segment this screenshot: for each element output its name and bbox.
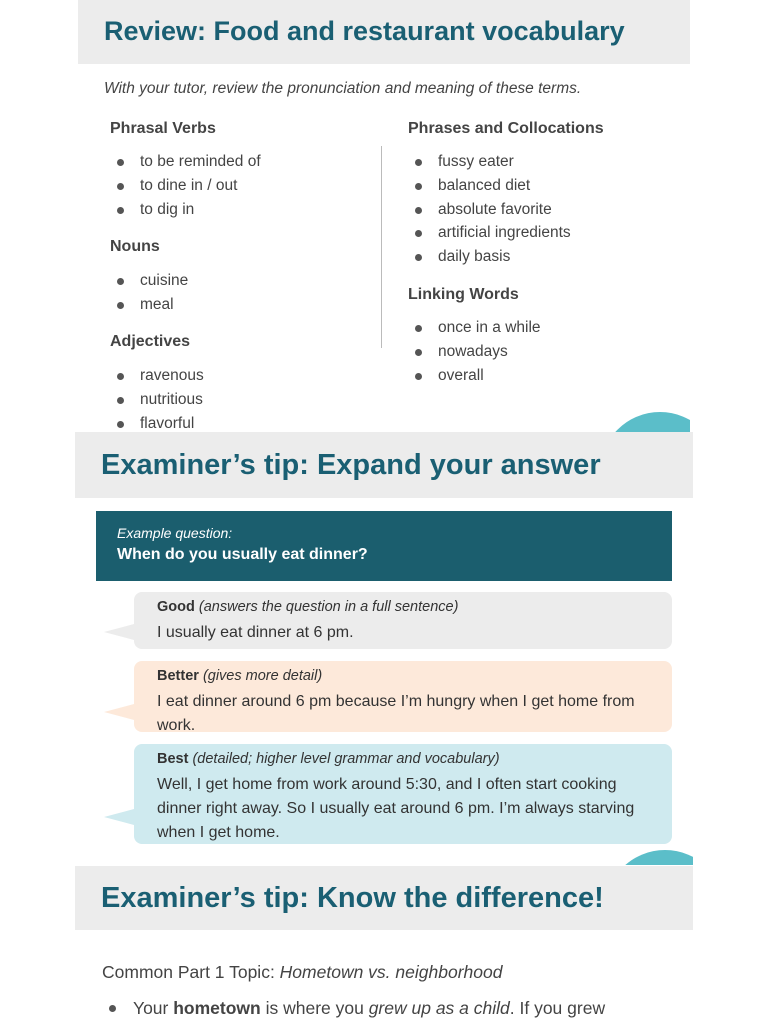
list-item: artificial ingredients xyxy=(408,221,571,245)
review-panel xyxy=(78,0,690,432)
nouns-heading: Nouns xyxy=(110,238,160,255)
list-item: nutritious xyxy=(110,388,204,412)
list-item: fussy eater xyxy=(408,150,571,174)
list-item: meal xyxy=(110,293,188,317)
best-note: (detailed; higher level grammar and vocabulary) xyxy=(192,751,500,767)
bubble-tail xyxy=(104,809,134,825)
difference-panel xyxy=(75,866,693,1024)
list-item: balanced diet xyxy=(408,174,571,198)
list-item: to dine in / out xyxy=(110,174,261,198)
list-item: nowadays xyxy=(408,340,541,364)
best-answer-text: Well, I get home from work around 5:30, and I often start cooking dinner right away. So I usually eat around 6 pm. I’m always starving when I get home. xyxy=(157,776,635,841)
expand-title: Examiner’s tip: Expand your answer xyxy=(101,449,601,481)
phrasal-verbs-list xyxy=(110,150,261,221)
phrasal-verbs-heading: Phrasal Verbs xyxy=(110,120,216,137)
list-item: absolute favorite xyxy=(408,198,571,222)
text-span: is where you xyxy=(260,998,369,1018)
better-label: Better xyxy=(157,668,199,684)
linking-words-heading: Linking Words xyxy=(408,286,519,303)
best-answer-header xyxy=(157,751,500,767)
bubble-tail xyxy=(104,624,134,640)
expand-banner xyxy=(75,432,693,498)
emphasis-text: grew up as a child xyxy=(368,998,510,1018)
list-item: flavorful xyxy=(110,412,204,432)
adjectives-list xyxy=(110,364,204,432)
list-item xyxy=(102,996,605,1020)
question-label: Example question: xyxy=(117,525,233,541)
best-label: Best xyxy=(157,751,189,767)
better-answer-header xyxy=(157,668,322,684)
text-span: Your xyxy=(133,998,174,1018)
column-divider xyxy=(381,146,382,348)
phrases-heading: Phrases and Collocations xyxy=(408,120,604,137)
review-title: Review: Food and restaurant vocabulary xyxy=(104,16,625,46)
topic-prefix: Common Part 1 Topic: xyxy=(102,962,280,982)
difference-list xyxy=(102,996,605,1020)
list-item: daily basis xyxy=(408,245,571,269)
decorative-circle xyxy=(600,412,690,432)
topic-name: Hometown vs. neighborhood xyxy=(279,962,503,982)
decorative-circle xyxy=(605,850,693,865)
review-intro: With your tutor, review the pronunciation and meaning of these terms. xyxy=(104,80,582,97)
example-question-box xyxy=(96,511,672,581)
list-item: ravenous xyxy=(110,364,204,388)
topic-line xyxy=(102,962,502,983)
list-item: overall xyxy=(408,364,541,388)
text-span: . If you grew xyxy=(509,998,606,1018)
good-note: (answers the question in a full sentence) xyxy=(198,599,459,615)
better-answer-bubble xyxy=(134,661,672,732)
best-answer-bubble xyxy=(134,744,672,844)
good-label: Good xyxy=(157,599,195,615)
good-answer-header xyxy=(157,599,458,615)
phrases-list xyxy=(408,150,571,269)
better-note: (gives more detail) xyxy=(202,668,323,684)
bubble-tail xyxy=(104,704,134,720)
hometown-term: hometown xyxy=(173,998,261,1018)
good-answer-bubble xyxy=(134,592,672,649)
difference-banner xyxy=(75,866,693,930)
good-answer-text: I usually eat dinner at 6 pm. xyxy=(157,624,354,641)
expand-answer-panel xyxy=(75,432,693,865)
list-item: to dig in xyxy=(110,198,261,222)
review-banner xyxy=(78,0,690,64)
list-item: once in a while xyxy=(408,316,541,340)
list-item: to be reminded of xyxy=(110,150,261,174)
list-item: cuisine xyxy=(110,269,188,293)
adjectives-heading: Adjectives xyxy=(110,333,191,350)
question-text: When do you usually eat dinner? xyxy=(117,546,368,563)
difference-title: Examiner’s tip: Know the difference! xyxy=(101,882,604,914)
nouns-list xyxy=(110,269,188,317)
linking-words-list xyxy=(408,316,541,387)
better-answer-text: I eat dinner around 6 pm because I’m hungry when I get home from work. xyxy=(157,693,635,734)
